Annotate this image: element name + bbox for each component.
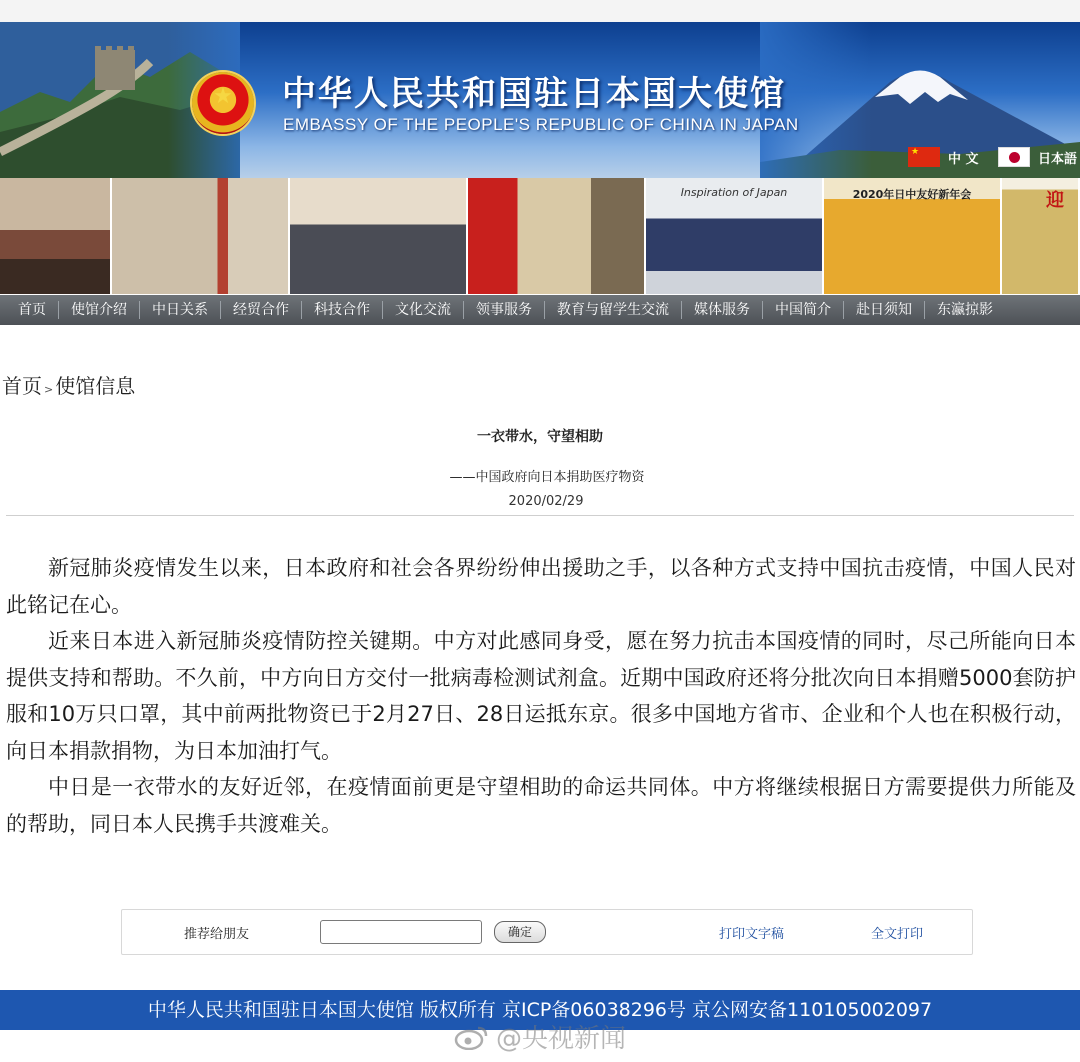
article-subtitle: ——中国政府向日本捐助医疗物资 <box>449 470 645 485</box>
recommend-bar <box>121 909 973 955</box>
site-banner <box>0 22 1080 178</box>
photo-meeting-2[interactable] <box>112 178 288 294</box>
national-emblem-icon: ★ <box>192 72 254 134</box>
nav-item-japan-guide[interactable]: 赴日须知 <box>856 302 912 318</box>
article-paragraph: 近来日本进入新冠肺炎疫情防控关键期。中方对此感同身受，愿在努力抗击本国疫情的同时，尽己所能向日本提供支持和帮助。不久前，中方向日方交付一批病毒检测试剂盒。近期中国政府还将分批次向日本捐赠5000套防护服和10万只口罩，其中前两批物资已于2月27日、28日运抵东京。很多中国地方省市、企业和个人也在积极行动，向日本捐款捐物，为日本加油打气。 <box>6 629 1076 763</box>
lang-japanese-label: 日本語 <box>1038 151 1078 167</box>
footer-copyright: 中华人民共和国驻日本国大使馆 版权所有 京ICP备06038296号 京公网安备110105002097 <box>0 990 1080 1030</box>
lang-chinese-label: 中 文 <box>948 151 979 167</box>
site-title-cn: 中华人民共和国驻日本国大使馆 <box>282 74 786 114</box>
watermark <box>454 1018 626 1055</box>
print-text-link[interactable]: 打印文字稿 <box>719 926 785 942</box>
photo-strip <box>0 178 1080 294</box>
breadcrumb <box>2 370 135 399</box>
nav-item-culture[interactable]: 文化交流 <box>395 302 451 318</box>
photo-welcome[interactable] <box>1002 178 1078 294</box>
site-title-en: EMBASSY OF THE PEOPLE'S REPUBLIC OF CHINA IN JAPAN <box>283 115 799 134</box>
photo-meeting-1[interactable] <box>0 178 110 294</box>
breadcrumb-current[interactable]: 使馆信息 <box>55 374 136 398</box>
nav-item-china-intro[interactable]: 中国简介 <box>775 302 831 318</box>
nav-item-trade[interactable]: 经贸合作 <box>233 302 289 318</box>
photo-new-year-party[interactable] <box>824 178 1000 294</box>
nav-item-home[interactable]: 首页 <box>18 302 46 318</box>
nav-item-education[interactable]: 教育与留学生交流 <box>557 302 669 318</box>
confirm-button[interactable]: 确定 <box>494 921 546 943</box>
photo-caption-slide: Inspiration of Japan <box>680 186 788 199</box>
article-body <box>6 550 1076 842</box>
nav-item-gallery[interactable]: 东瀛掠影 <box>937 302 993 318</box>
photo-caption-banner: 2020年日中友好新年会 <box>852 188 972 201</box>
lang-switch-chinese[interactable] <box>908 146 979 168</box>
recommend-label: 推荐给朋友 <box>184 926 250 942</box>
breadcrumb-home[interactable]: 首页 <box>2 374 42 398</box>
photo-ambassador[interactable] <box>468 178 644 294</box>
lang-switch-japanese[interactable] <box>998 146 1077 168</box>
breadcrumb-separator: > <box>44 383 54 396</box>
photo-press-conference[interactable] <box>646 178 822 294</box>
japan-flag-icon <box>998 147 1030 167</box>
photo-caption-partial: 迎 <box>1046 190 1064 211</box>
china-flag-icon <box>908 147 940 167</box>
article-title: 一衣带水，守望相助 <box>477 429 603 445</box>
print-all-link[interactable]: 全文打印 <box>871 926 924 942</box>
nav-item-embassy-intro[interactable]: 使馆介绍 <box>71 302 127 318</box>
nav-item-consular[interactable]: 领事服务 <box>476 302 532 318</box>
nav-item-media[interactable]: 媒体服务 <box>694 302 750 318</box>
weibo-icon <box>454 1024 490 1050</box>
article-date: 2020/02/29 <box>508 494 584 509</box>
recommend-email-input[interactable] <box>320 920 482 944</box>
main-nav <box>0 295 1080 325</box>
nav-item-china-japan[interactable]: 中日关系 <box>152 302 208 318</box>
photo-handshake[interactable] <box>290 178 466 294</box>
top-strip <box>0 0 1080 22</box>
divider <box>6 515 1074 516</box>
article-paragraph: 新冠肺炎疫情发生以来，日本政府和社会各界纷纷伸出援助之手，以各种方式支持中国抗击疫情，中国人民对此铭记在心。 <box>6 556 1076 617</box>
watermark-text: @央视新闻 <box>496 1024 627 1054</box>
nav-item-science[interactable]: 科技合作 <box>314 302 370 318</box>
article-paragraph: 中日是一衣带水的友好近邻，在疫情面前更是守望相助的命运共同体。中方将继续根据日方需要提供力所能及的帮助，同日本人民携手共渡难关。 <box>6 775 1076 836</box>
